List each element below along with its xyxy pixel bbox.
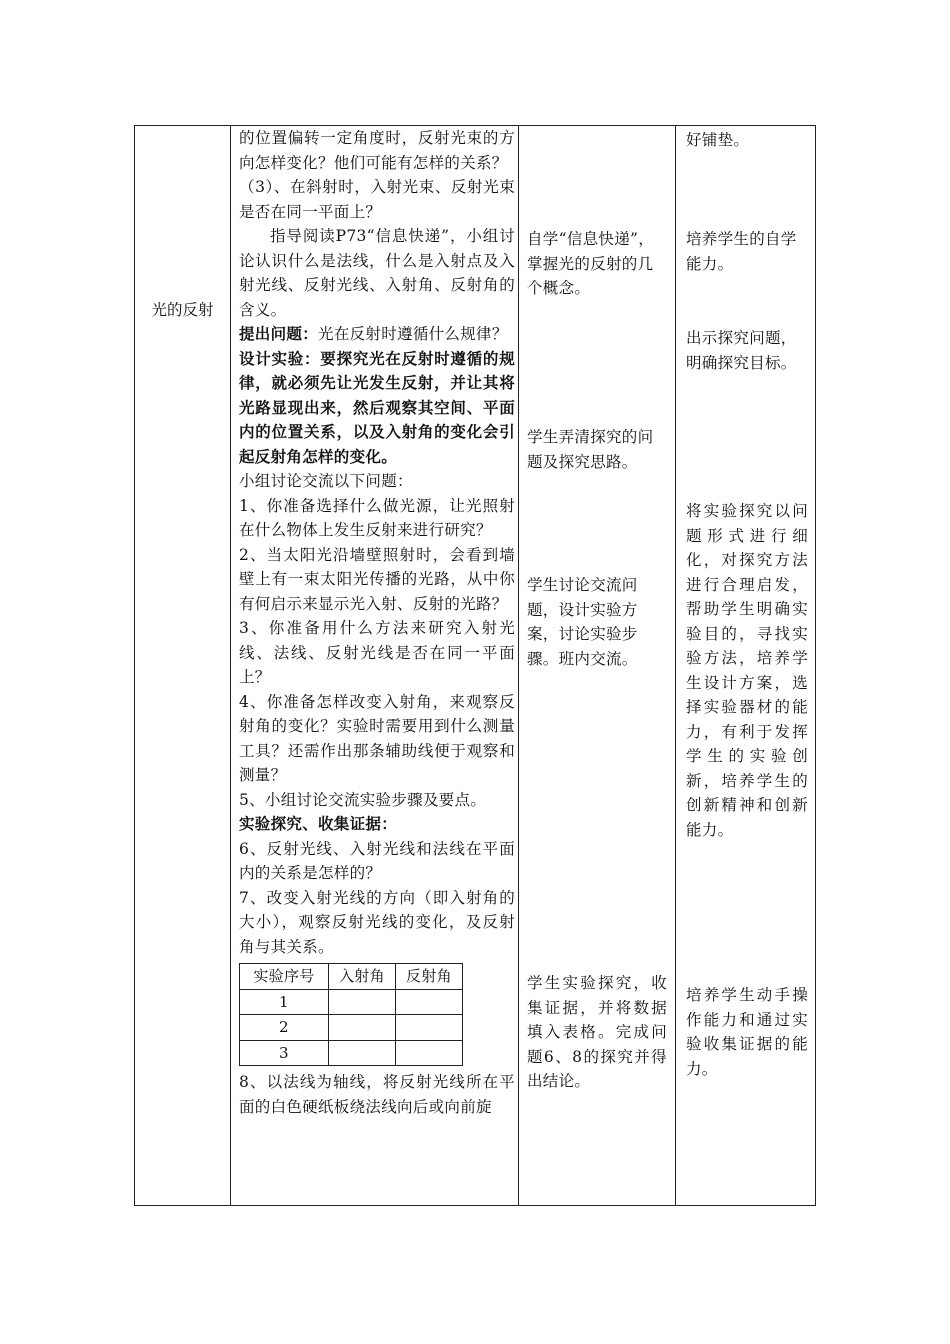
table-cell <box>328 1040 395 1066</box>
question-item: 8、以法线为轴线，将反射光线所在平面的白色硬纸板绕法线向后或向前旋 <box>239 1073 515 1116</box>
question-text: 光在反射时遵循什么规律？ <box>318 325 508 343</box>
table-header-cell: 入射角 <box>328 964 395 990</box>
table-cell: 3 <box>240 1040 329 1066</box>
design-intent-text: 好铺垫。 <box>686 131 750 149</box>
paragraph: 小组讨论交流以下问题： <box>239 472 413 490</box>
question-item: 5、小组讨论交流实验步骤及要点。 <box>239 790 487 809</box>
column-divider <box>518 126 519 1205</box>
experiment-table <box>239 963 463 1066</box>
table-header-cell: 反射角 <box>395 964 462 990</box>
question-item: 4、你准备怎样改变入射角，来观察反射角的变化？实验时需要用到什么测量工具？还需作出那条辅助线便于观察和测量？ <box>239 692 515 784</box>
question-item: 2、当太阳光沿墙壁照射时，会看到墙壁上有一束太阳光传播的光路，从中你有何启示来显示光入射、反射的光路？ <box>239 545 515 613</box>
question-item: 1、你准备选择什么做光源，让光照射在什么物体上发生反射来进行研究？ <box>239 496 515 539</box>
table-row <box>240 1015 463 1041</box>
question-item: 3、你准备用什么方法来研究入射光线、法线、反射光线是否在同一平面上？ <box>239 619 515 686</box>
table-cell: 2 <box>240 1015 329 1041</box>
student-activity-text: 学生实验探究，收集证据，并将数据填入表格。完成问题6、8的探究并得出结论。 <box>527 974 667 1090</box>
table-header-row <box>240 964 463 990</box>
design-intent-text: 培养学生动手操作能力和通过实验收集证据的能力。 <box>686 986 808 1078</box>
table-cell <box>395 989 462 1015</box>
design-intent-text: 出示探究问题，明确探究目标。 <box>686 329 797 372</box>
teacher-activity-cell <box>239 126 515 1119</box>
column-divider <box>230 126 231 1205</box>
paragraph: （3）、在斜射时，入射光束、反射光束是否在同一平面上？ <box>239 178 515 221</box>
question-label: 提出问题： <box>239 324 319 343</box>
design-intent-text: 将实验探究以问题形式进行细化，对探究方法进行合理启发，帮助学生明确实验目的，寻找实验方法，培养学生设计方案，选择实验器材的能力，有利于发挥学生的实验创新，培养学生的创新精神和创新能力。 <box>686 502 808 839</box>
table-row <box>240 989 463 1015</box>
table-cell <box>395 1040 462 1066</box>
table-cell: 1 <box>240 989 329 1015</box>
student-activity-text: 自学“信息快递”，掌握光的反射的几个概念。 <box>527 230 655 297</box>
paragraph: 的位置偏转一定角度时，反射光束的方向怎样变化？他们可能有怎样的关系？ <box>239 129 515 172</box>
table-header-cell: 实验序号 <box>240 964 329 990</box>
row-label: 光的反射 <box>151 301 214 319</box>
design-paragraph: 设计实验：要探究光在反射时遵循的规律，就必须先让光发生反射，并让其将光路显现出来，然后观察其空间、平面内的位置关系，以及入射角的变化会引起反射角怎样的变化。 <box>239 348 515 466</box>
question-paragraph <box>239 322 515 347</box>
paragraph: 指导阅读P73“信息快递”，小组讨论认识什么是法线，什么是入射点及入射光线、反射光线、入射角、反射角的含义。 <box>239 227 515 319</box>
design-intent-text: 培养学生的自学能力。 <box>686 230 797 273</box>
table-cell <box>328 1015 395 1041</box>
question-item: 6、反射光线、入射光线和法线在平面内的关系是怎样的？ <box>239 839 515 882</box>
table-cell <box>328 989 395 1015</box>
student-activity-text: 学生弄清探究的问题及探究思路。 <box>527 428 654 471</box>
student-activity-text: 学生讨论交流问题，设计实验方案，讨论实验步骤。班内交流。 <box>527 576 638 668</box>
table-row <box>240 1040 463 1066</box>
table-cell <box>395 1015 462 1041</box>
column-divider <box>675 126 676 1205</box>
lesson-plan-table <box>134 125 816 1206</box>
explore-label: 实验探究、收集证据： <box>239 814 398 833</box>
question-item: 7、改变入射光线的方向（即入射角的大小），观察反射光线的变化，及反射角与其关系。 <box>239 888 515 956</box>
